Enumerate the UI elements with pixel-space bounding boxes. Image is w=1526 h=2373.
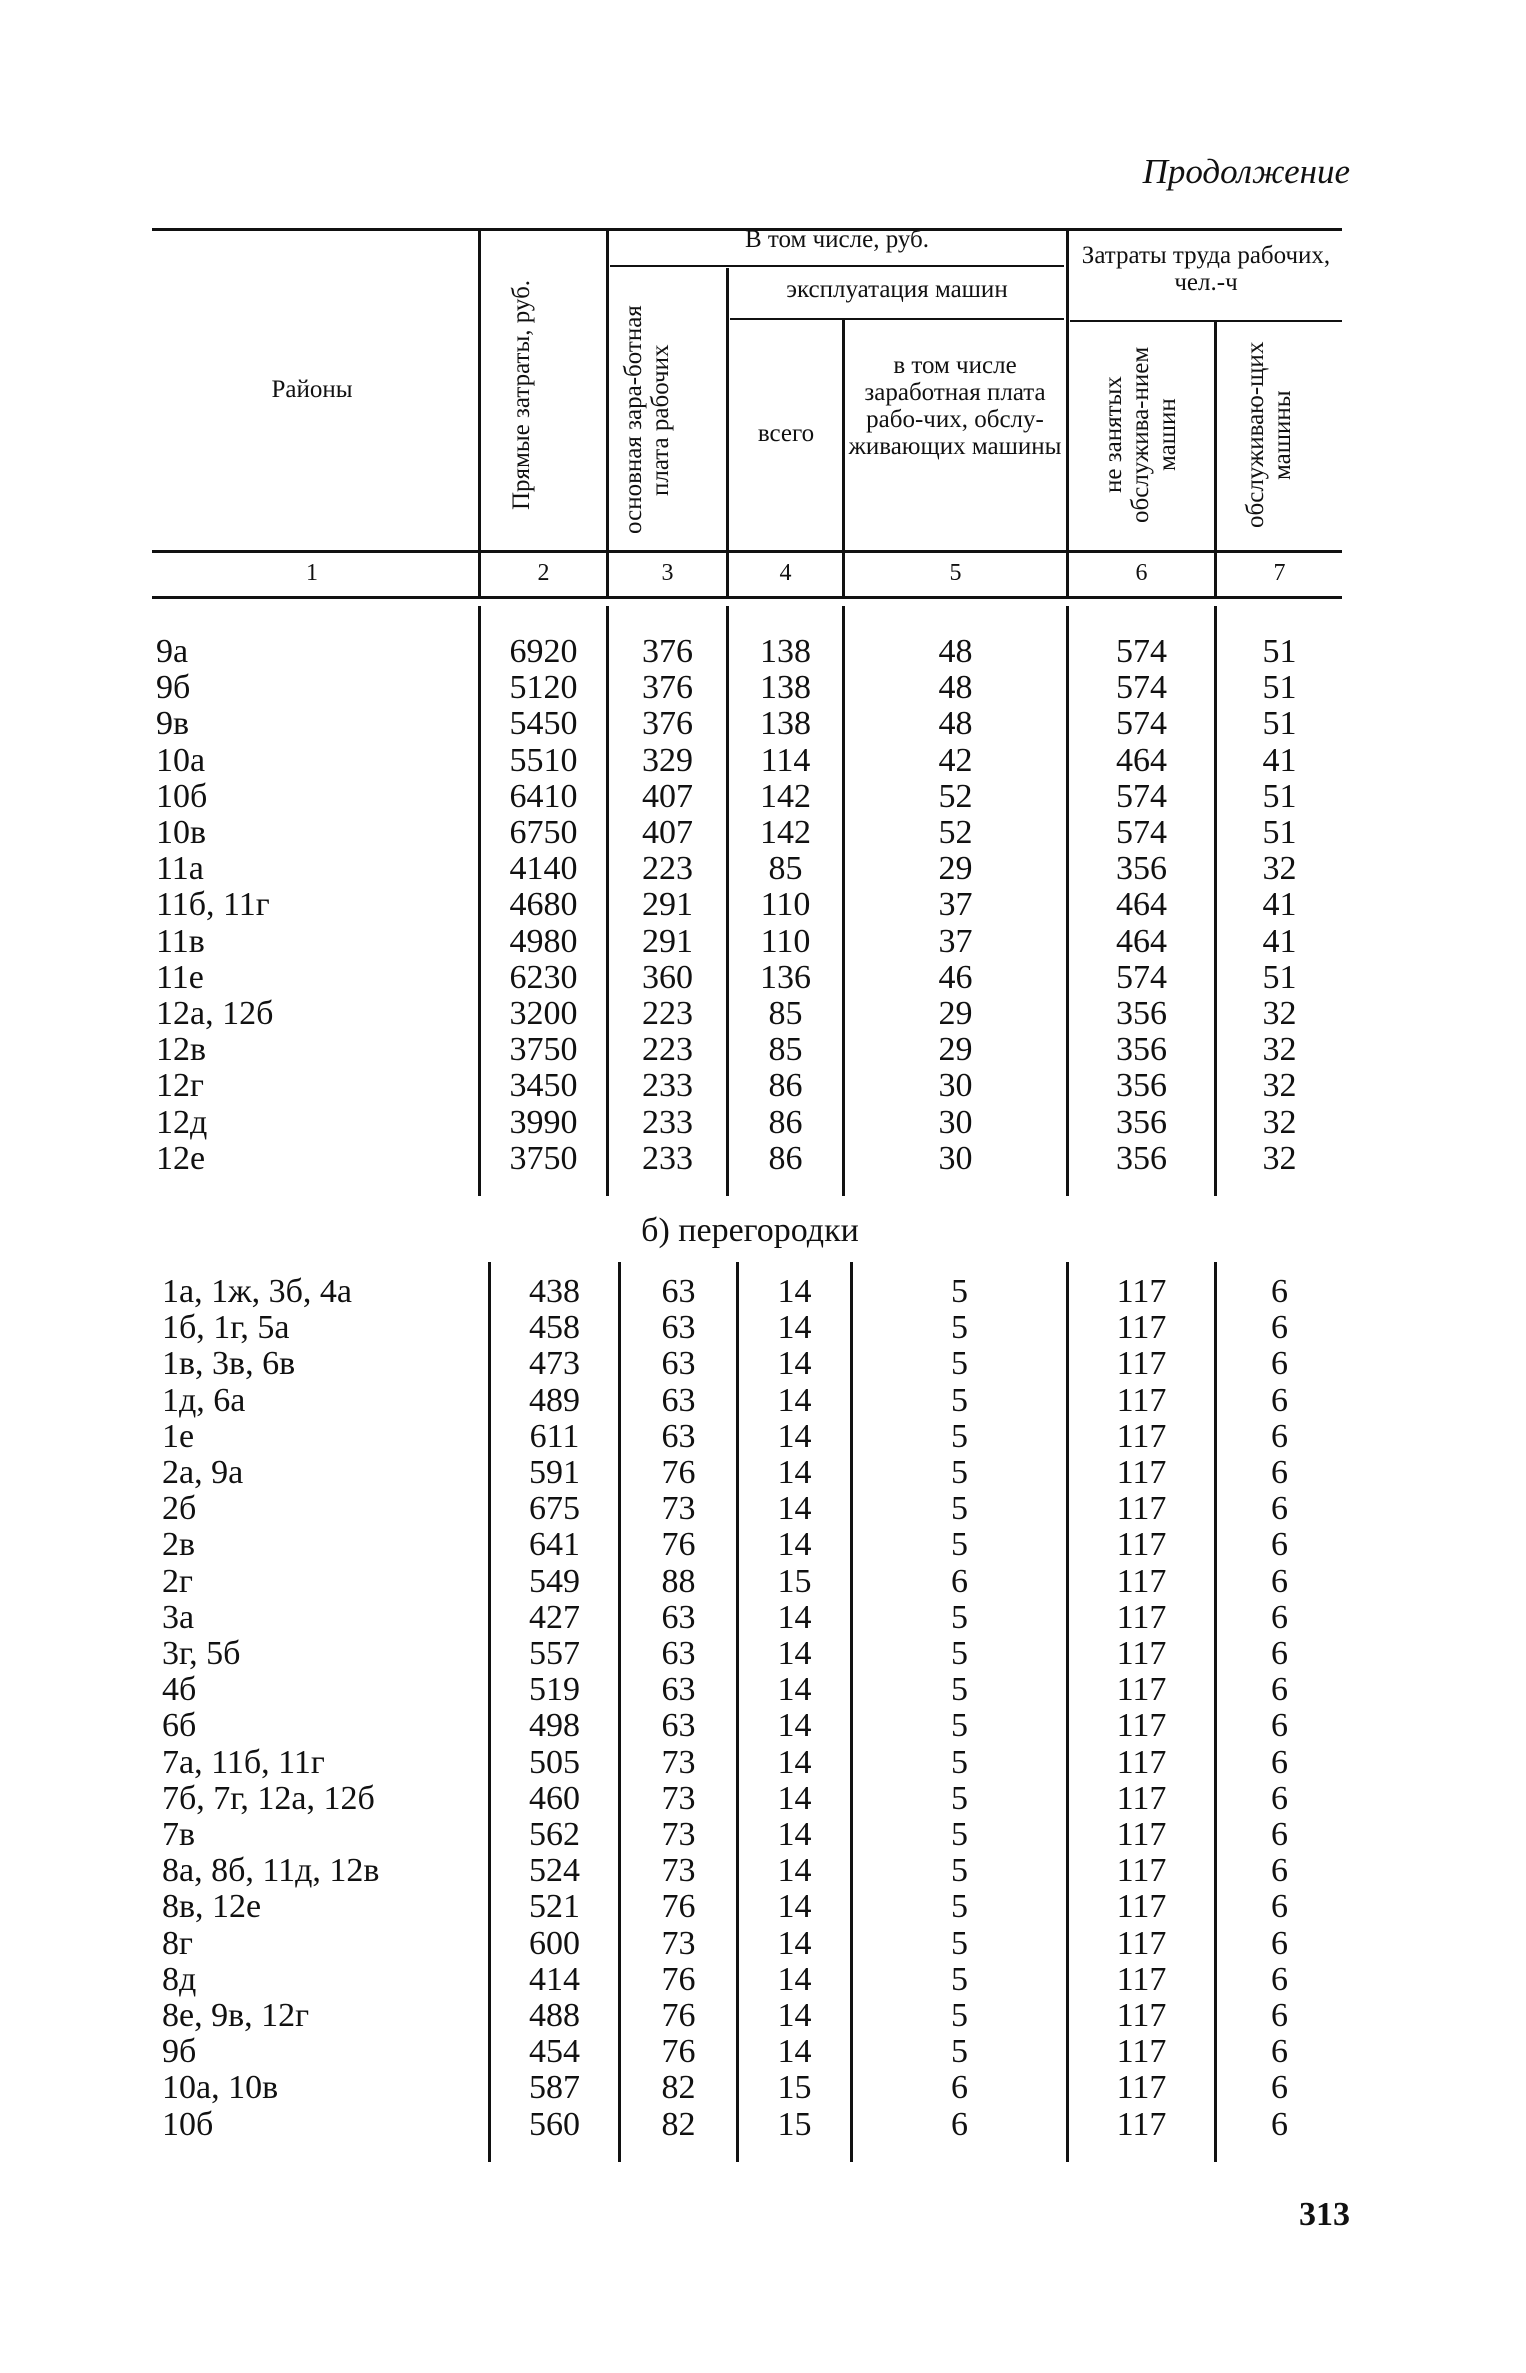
table-cell-col4: 86 — [768, 1103, 803, 1141]
table-cell-col4: 14 — [777, 1345, 812, 1383]
table-cell-col4: 14 — [777, 1598, 812, 1636]
table-cell-col5: 5 — [951, 1671, 968, 1709]
table-cell-col3: 233 — [642, 1139, 693, 1177]
table-cell-col4: 14 — [777, 1707, 812, 1745]
header-machine-exploitation: эксплуатация машин — [786, 276, 1008, 303]
district-name: 1б, 1г, 5а — [162, 1309, 290, 1347]
table-cell-col3: 63 — [661, 1381, 696, 1419]
header-not-servicing: не занятых обслужива-нием машин — [1100, 346, 1181, 524]
district-name: 8д — [162, 1960, 197, 1998]
table-cell-col6: 117 — [1116, 1779, 1167, 1817]
district-name: 12е — [156, 1139, 206, 1177]
table-cell-col7: 6 — [1271, 1852, 1288, 1890]
table-cell-col7: 6 — [1271, 1816, 1288, 1853]
district-name: 3а — [162, 1598, 195, 1636]
col-number-2: 2 — [537, 560, 550, 586]
table-cell-col5: 52 — [938, 814, 973, 851]
table-cell-col2: 460 — [529, 1779, 580, 1817]
table-cell-col5: 5 — [951, 1273, 968, 1310]
table-cell-col3: 376 — [642, 669, 693, 707]
table-cell-col7: 51 — [1262, 958, 1297, 996]
table-cell-col3: 73 — [661, 1852, 696, 1890]
district-name: 1а, 1ж, 3б, 4а — [162, 1273, 352, 1310]
table-cell-col3: 291 — [642, 922, 693, 960]
district-name: 2а, 9а — [162, 1454, 244, 1491]
district-name: 7а, 11б, 11г — [162, 1743, 325, 1781]
table-cell-col4: 14 — [777, 1417, 812, 1455]
col-number-5: 5 — [949, 560, 962, 586]
table-cell-col5: 37 — [938, 922, 973, 960]
table-cell-col4: 15 — [777, 1562, 812, 1600]
table-cell-col2: 505 — [529, 1743, 580, 1781]
table-cell-col7: 41 — [1262, 922, 1297, 960]
table-cell-col2: 4680 — [509, 886, 578, 924]
table-cell-col5: 46 — [938, 958, 973, 996]
table-cell-col3: 76 — [661, 1997, 696, 2034]
table-cell-col5: 29 — [938, 1031, 973, 1069]
table-cell-col6: 117 — [1116, 1743, 1167, 1781]
district-name: 11а — [156, 850, 204, 888]
table-cell-col3: 223 — [642, 1031, 693, 1069]
table-cell-col2: 6920 — [509, 633, 578, 670]
table-cell-col4: 114 — [760, 741, 811, 779]
table-cell-col5: 29 — [938, 850, 973, 888]
table-cell-col5: 30 — [938, 1139, 973, 1177]
table-cell-col7: 6 — [1271, 1888, 1288, 1926]
table-cell-col7: 6 — [1271, 1309, 1288, 1347]
col-number-1: 1 — [306, 560, 318, 586]
table-cell-col4: 85 — [768, 1031, 803, 1069]
table-cell-col6: 117 — [1116, 1707, 1167, 1745]
table-cell-col6: 356 — [1116, 995, 1167, 1032]
table-cell-col3: 73 — [661, 1743, 696, 1781]
table-cell-col2: 488 — [529, 1997, 580, 2034]
table-cell-col3: 407 — [642, 814, 693, 851]
table-cell-col5: 5 — [951, 1526, 968, 1564]
table-cell-col2: 560 — [529, 2105, 580, 2143]
header-base-wage: основная зара-ботная плата рабочих — [620, 305, 674, 535]
table-cell-col4: 85 — [768, 995, 803, 1032]
table-cell-col5: 6 — [951, 2069, 968, 2107]
district-name: 2г — [162, 1562, 193, 1600]
table-cell-col5: 5 — [951, 2033, 968, 2071]
table-cell-col4: 14 — [777, 1779, 812, 1817]
district-name: 2в — [162, 1526, 196, 1564]
table-cell-col2: 6750 — [509, 814, 578, 851]
header-total: всего — [757, 420, 815, 447]
table-cell-col3: 76 — [661, 1960, 696, 1998]
table-cell-col2: 4140 — [509, 850, 578, 888]
table-cell-col2: 473 — [529, 1345, 580, 1383]
table-cell-col5: 30 — [938, 1067, 973, 1105]
district-name: 7в — [162, 1816, 196, 1853]
table-cell-col7: 6 — [1271, 1454, 1288, 1491]
table-cell-col5: 5 — [951, 1417, 968, 1455]
table-cell-col5: 5 — [951, 1924, 968, 1962]
table-cell-col5: 48 — [938, 669, 973, 707]
col-number-4: 4 — [779, 560, 792, 586]
page-number: 313 — [1299, 2196, 1350, 2233]
table-cell-col7: 6 — [1271, 1526, 1288, 1564]
table-cell-col4: 14 — [777, 1997, 812, 2034]
table-cell-col2: 524 — [529, 1852, 580, 1890]
col-number-7: 7 — [1273, 560, 1286, 586]
table-cell-col7: 6 — [1271, 1960, 1288, 1998]
col-number-6: 6 — [1135, 560, 1148, 586]
table-cell-col2: 557 — [529, 1635, 580, 1672]
table-cell-col2: 427 — [529, 1598, 580, 1636]
table-cell-col7: 51 — [1262, 705, 1297, 743]
table-cell-col7: 41 — [1262, 741, 1297, 779]
table-cell-col7: 32 — [1262, 1067, 1297, 1105]
district-name: 3г, 5б — [162, 1635, 241, 1672]
table-cell-col5: 5 — [951, 1635, 968, 1672]
table-cell-col2: 641 — [529, 1526, 580, 1564]
table-cell-col6: 117 — [1116, 1417, 1167, 1455]
table-cell-col3: 291 — [642, 886, 693, 924]
district-name: 9а — [156, 633, 189, 670]
table-cell-col5: 5 — [951, 1743, 968, 1781]
table-cell-col5: 37 — [938, 886, 973, 924]
table-cell-col2: 414 — [529, 1960, 580, 1998]
table-cell-col4: 138 — [760, 705, 811, 743]
table-cell-col2: 3990 — [509, 1103, 578, 1141]
table-cell-col5: 48 — [938, 705, 973, 743]
table-cell-col4: 86 — [768, 1139, 803, 1177]
district-name: 8а, 8б, 11д, 12в — [162, 1852, 380, 1890]
table-cell-col2: 438 — [529, 1273, 580, 1310]
table-cell-col3: 63 — [661, 1309, 696, 1347]
table-cell-col7: 51 — [1262, 669, 1297, 707]
table-cell-col5: 52 — [938, 777, 973, 815]
table-cell-col3: 82 — [661, 2105, 696, 2143]
table-cell-col2: 3750 — [509, 1031, 578, 1069]
header-direct-costs: Прямые затраты, руб. — [508, 279, 535, 511]
table-cell-col5: 30 — [938, 1103, 973, 1141]
header-labor-costs: Затраты труда рабочих, чел.-ч — [1081, 242, 1331, 296]
district-name: 10в — [156, 814, 207, 851]
district-name: 6б — [162, 1707, 197, 1745]
table-cell-col3: 63 — [661, 1345, 696, 1383]
table-cell-col3: 233 — [642, 1103, 693, 1141]
district-name: 8г — [162, 1924, 193, 1962]
table-cell-col2: 521 — [529, 1888, 580, 1926]
table-cell-col6: 117 — [1116, 1924, 1167, 1962]
table-cell-col7: 6 — [1271, 1635, 1288, 1672]
table-cell-col7: 6 — [1271, 2069, 1288, 2107]
table-cell-col4: 14 — [777, 1454, 812, 1491]
table-cell-col6: 574 — [1116, 633, 1167, 670]
table-cell-col7: 32 — [1262, 850, 1297, 888]
district-name: 12в — [156, 1031, 207, 1069]
header-districts: Районы — [271, 376, 353, 403]
table-cell-col2: 4980 — [509, 922, 578, 960]
table-cell-col4: 14 — [777, 1852, 812, 1890]
header-servicing: обслуживаю-щих машины — [1242, 341, 1296, 529]
district-name: 11в — [156, 922, 205, 960]
table-cell-col6: 117 — [1116, 1273, 1167, 1310]
table-cell-col3: 73 — [661, 1924, 696, 1962]
district-name: 10а — [156, 741, 206, 779]
table-cell-col2: 562 — [529, 1816, 580, 1853]
table-cell-col4: 86 — [768, 1067, 803, 1105]
table-cell-col6: 117 — [1116, 1562, 1167, 1600]
table-cell-col6: 117 — [1116, 2105, 1167, 2143]
district-name: 9б — [162, 2033, 197, 2071]
table-cell-col3: 63 — [661, 1598, 696, 1636]
table-cell-col3: 73 — [661, 1779, 696, 1817]
district-name: 10а, 10в — [162, 2069, 279, 2107]
table-cell-col7: 6 — [1271, 2105, 1288, 2143]
table-cell-col3: 63 — [661, 1273, 696, 1310]
table-cell-col6: 356 — [1116, 1139, 1167, 1177]
table-cell-col2: 519 — [529, 1671, 580, 1709]
table-cell-col2: 498 — [529, 1707, 580, 1745]
table-cell-col5: 5 — [951, 1598, 968, 1636]
table-cell-col3: 76 — [661, 1888, 696, 1926]
district-name: 8в, 12е — [162, 1888, 262, 1926]
table-cell-col5: 5 — [951, 1707, 968, 1745]
table-cell-col4: 14 — [777, 1526, 812, 1564]
table-cell-col6: 117 — [1116, 1345, 1167, 1383]
table-cell-col3: 360 — [642, 958, 693, 996]
table-cell-col4: 14 — [777, 1816, 812, 1853]
table-cell-col5: 5 — [951, 1381, 968, 1419]
table-cell-col5: 5 — [951, 1454, 968, 1491]
table-cell-col4: 14 — [777, 1490, 812, 1528]
table-cell-col3: 63 — [661, 1635, 696, 1672]
table-cell-col5: 5 — [951, 1960, 968, 1998]
district-name: 12д — [156, 1103, 208, 1141]
table-cell-col7: 6 — [1271, 1707, 1288, 1745]
table-cell-col3: 223 — [642, 995, 693, 1032]
table-cell-col6: 464 — [1116, 922, 1167, 960]
table-cell-col7: 32 — [1262, 1031, 1297, 1069]
table-cell-col3: 376 — [642, 705, 693, 743]
district-name: 11б, 11г — [156, 886, 270, 924]
table-cell-col2: 489 — [529, 1381, 580, 1419]
table-cell-col7: 6 — [1271, 2033, 1288, 2071]
table-cell-col4: 85 — [768, 850, 803, 888]
table-cell-col7: 32 — [1262, 1139, 1297, 1177]
table-cell-col5: 42 — [938, 741, 973, 779]
table-cell-col3: 73 — [661, 1490, 696, 1528]
table-cell-col2: 549 — [529, 1562, 580, 1600]
table-cell-col2: 5120 — [509, 669, 578, 707]
table-cell-col3: 88 — [661, 1562, 696, 1600]
table-cell-col2: 5450 — [509, 705, 578, 743]
table-cell-col3: 76 — [661, 1526, 696, 1564]
table-cell-col4: 14 — [777, 1671, 812, 1709]
table-cell-col7: 6 — [1271, 1490, 1288, 1528]
table-cell-col4: 110 — [760, 922, 811, 960]
table-cell-col3: 329 — [642, 741, 693, 779]
table-cell-col6: 117 — [1116, 1490, 1167, 1528]
continuation-label: Продолжение — [1142, 152, 1350, 191]
table-cell-col5: 6 — [951, 1562, 968, 1600]
table-cell-col3: 376 — [642, 633, 693, 670]
table-cell-col6: 117 — [1116, 1598, 1167, 1636]
table-cell-col6: 464 — [1116, 741, 1167, 779]
table-cell-col4: 142 — [760, 814, 811, 851]
table-cell-col4: 14 — [777, 1381, 812, 1419]
table-cell-col4: 14 — [777, 1960, 812, 1998]
table-cell-col3: 76 — [661, 2033, 696, 2071]
table-cell-col5: 5 — [951, 1888, 968, 1926]
table-cell-col2: 3450 — [509, 1067, 578, 1105]
district-name: 7б, 7г, 12а, 12б — [162, 1779, 375, 1817]
table-cell-col2: 587 — [529, 2069, 580, 2107]
table-cell-col6: 574 — [1116, 777, 1167, 815]
table-cell-col3: 233 — [642, 1067, 693, 1105]
table-cell-col6: 464 — [1116, 886, 1167, 924]
district-name: 10б — [162, 2105, 214, 2143]
col-number-3: 3 — [661, 560, 674, 586]
table-cell-col5: 5 — [951, 1345, 968, 1383]
table-cell-col5: 29 — [938, 995, 973, 1032]
table-cell-col7: 41 — [1262, 886, 1297, 924]
table-cell-col4: 110 — [760, 886, 811, 924]
table-cell-col6: 356 — [1116, 1067, 1167, 1105]
table-cell-col2: 611 — [529, 1417, 580, 1455]
table-cell-col7: 6 — [1271, 1997, 1288, 2034]
table-cell-col3: 407 — [642, 777, 693, 815]
table-cell-col4: 14 — [777, 2033, 812, 2071]
table-cell-col3: 63 — [661, 1671, 696, 1709]
table-cell-col5: 6 — [951, 2105, 968, 2143]
table-cell-col2: 6410 — [509, 777, 578, 815]
table-cell-col3: 63 — [661, 1707, 696, 1745]
district-name: 10б — [156, 777, 208, 815]
table-cell-col4: 138 — [760, 633, 811, 670]
district-name: 1е — [162, 1417, 195, 1455]
table-cell-col7: 32 — [1262, 995, 1297, 1032]
table-cell-col7: 6 — [1271, 1562, 1288, 1600]
table-cell-col7: 51 — [1262, 633, 1297, 670]
table-cell-col7: 51 — [1262, 777, 1297, 815]
district-name: 4б — [162, 1671, 197, 1709]
district-name: 12а, 12б — [156, 995, 274, 1032]
table-cell-col7: 6 — [1271, 1671, 1288, 1709]
table-cell-col4: 136 — [760, 958, 811, 996]
table-cell-col6: 574 — [1116, 814, 1167, 851]
header-machine-wage: в том числе заработная плата рабо-чих, обслу-живающих машины — [848, 352, 1062, 460]
district-name: 8е, 9в, 12г — [162, 1997, 310, 2034]
section-b-title: б) перегородки — [641, 1212, 859, 1249]
table-cell-col6: 356 — [1116, 1103, 1167, 1141]
table-cell-col7: 6 — [1271, 1924, 1288, 1962]
table-cell-col7: 6 — [1271, 1743, 1288, 1781]
table-cell-col4: 14 — [777, 1924, 812, 1962]
table-cell-col4: 14 — [777, 1273, 812, 1310]
district-name: 1в, 3в, 6в — [162, 1345, 296, 1383]
district-name: 9в — [156, 705, 190, 743]
table-cell-col3: 76 — [661, 1454, 696, 1491]
district-name: 2б — [162, 1490, 197, 1528]
table-cell-col5: 5 — [951, 1997, 968, 2034]
table-cell-col6: 117 — [1116, 2033, 1167, 2071]
table-cell-col5: 5 — [951, 1816, 968, 1853]
table-cell-col6: 356 — [1116, 850, 1167, 888]
table-cell-col7: 32 — [1262, 1103, 1297, 1141]
table-cell-col6: 117 — [1116, 1960, 1167, 1998]
table-cell-col7: 6 — [1271, 1273, 1288, 1310]
district-name: 9б — [156, 669, 191, 707]
table-cell-col5: 5 — [951, 1852, 968, 1890]
table-cell-col3: 73 — [661, 1816, 696, 1853]
table-cell-col5: 5 — [951, 1309, 968, 1347]
table-cell-col6: 574 — [1116, 669, 1167, 707]
table-cell-col2: 3750 — [509, 1139, 578, 1177]
table-cell-col4: 14 — [777, 1888, 812, 1926]
table-cell-col7: 6 — [1271, 1598, 1288, 1636]
table-cell-col5: 48 — [938, 633, 973, 670]
table-cell-col6: 117 — [1116, 1381, 1167, 1419]
header-including: В том числе, руб. — [744, 226, 930, 253]
district-name: 11е — [156, 958, 204, 996]
district-name: 1д, 6а — [162, 1381, 246, 1419]
table-cell-col4: 14 — [777, 1635, 812, 1672]
table-cell-col2: 454 — [529, 2033, 580, 2071]
table-cell-col2: 675 — [529, 1490, 580, 1528]
table-cell-col6: 117 — [1116, 1454, 1167, 1491]
table-cell-col7: 51 — [1262, 814, 1297, 851]
table-cell-col6: 117 — [1116, 1888, 1167, 1926]
table-cell-col2: 3200 — [509, 995, 578, 1032]
table-cell-col6: 117 — [1116, 1997, 1167, 2034]
table-cell-col6: 117 — [1116, 1852, 1167, 1890]
table-cell-col6: 574 — [1116, 705, 1167, 743]
table-cell-col7: 6 — [1271, 1381, 1288, 1419]
table-cell-col3: 63 — [661, 1417, 696, 1455]
table-cell-col2: 458 — [529, 1309, 580, 1347]
table-cell-col6: 356 — [1116, 1031, 1167, 1069]
table-cell-col6: 117 — [1116, 1816, 1167, 1853]
table-cell-col6: 117 — [1116, 1635, 1167, 1672]
table-cell-col5: 5 — [951, 1490, 968, 1528]
table-cell-col6: 117 — [1116, 2069, 1167, 2107]
table-cell-col2: 5510 — [509, 741, 578, 779]
table-cell-col7: 6 — [1271, 1345, 1288, 1383]
table-cell-col4: 138 — [760, 669, 811, 707]
table-cell-col4: 142 — [760, 777, 811, 815]
table-cell-col4: 14 — [777, 1743, 812, 1781]
table-cell-col3: 223 — [642, 850, 693, 888]
table-cell-col7: 6 — [1271, 1417, 1288, 1455]
table-cell-col5: 5 — [951, 1779, 968, 1817]
district-name: 12г — [156, 1067, 204, 1105]
table-cell-col6: 117 — [1116, 1309, 1167, 1347]
table-cell-col4: 14 — [777, 1309, 812, 1347]
table-cell-col2: 591 — [529, 1454, 580, 1491]
table-cell-col6: 117 — [1116, 1526, 1167, 1564]
table-cell-col2: 6230 — [509, 958, 578, 996]
table-cell-col6: 117 — [1116, 1671, 1167, 1709]
table-cell-col4: 15 — [777, 2105, 812, 2143]
table-cell-col4: 15 — [777, 2069, 812, 2107]
table-cell-col7: 6 — [1271, 1779, 1288, 1817]
table-cell-col2: 600 — [529, 1924, 580, 1962]
table-cell-col3: 82 — [661, 2069, 696, 2107]
table-cell-col6: 574 — [1116, 958, 1167, 996]
